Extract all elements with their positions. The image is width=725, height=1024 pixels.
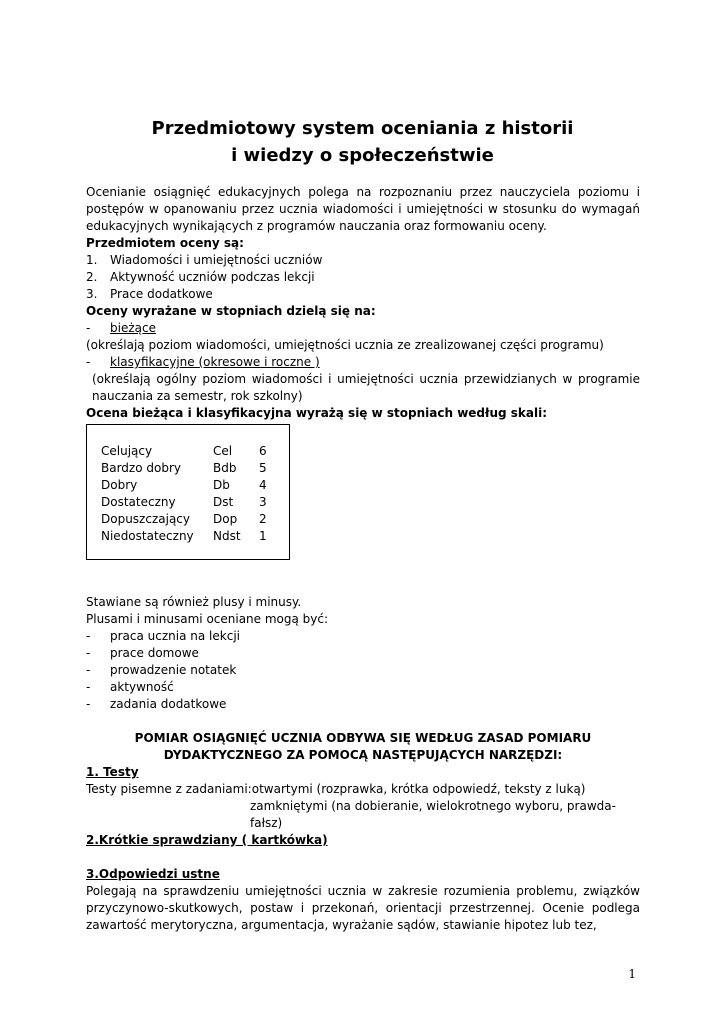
section-oral-text: Polegają na sprawdzeniu umiejętności ucznia w zakresie rozumienia problemu, związków przyczynowo-skutkowych, postaw i przekonań, orientacji przestrzennej. Ocenie podlega zawartość merytoryczna, argumentacja, wyrażanie sądów, stawianie hipotez lub tez,: [86, 884, 640, 932]
tests-closed-line-1: zamkniętymi (na dobieranie, wielokrotnego wyboru, prawda-: [250, 799, 616, 813]
table-row: [101, 477, 267, 494]
list-text: Wiadomości i umiejętności uczniów: [110, 253, 323, 267]
list-marker: 3.: [86, 287, 98, 301]
list-item: [86, 286, 640, 303]
grade-value: 2: [259, 512, 267, 526]
grade-name: Dopuszczający: [101, 512, 190, 526]
list-marker: -: [86, 663, 91, 677]
table-row: [101, 528, 267, 545]
list-marker: 1.: [86, 253, 98, 267]
table-row: [101, 460, 267, 477]
section-quiz-heading: 2.Krótkie sprawdziany ( kartkówka): [86, 833, 328, 847]
grade-abbr: Cel: [213, 444, 233, 458]
list-marker: -: [86, 629, 91, 643]
list-marker: 2.: [86, 270, 98, 284]
grade-abbr: Dop: [213, 512, 238, 526]
tests-label: Testy pisemne z zadaniami:: [86, 782, 252, 796]
document-body: [86, 184, 640, 934]
list-text: Aktywność uczniów podczas lekcji: [110, 270, 315, 284]
grade-type-classification-desc: (określają ogólny poziom wiadomości i umiejętności ucznia przewidzianych w programie nauczania za semestr, rok szkolny): [92, 372, 640, 403]
tests-open: otwartymi (rozprawka, krótka odpowiedź, teksty z luką): [251, 782, 586, 796]
grade-abbr: Db: [213, 478, 230, 492]
table-row: [101, 494, 267, 511]
plus-minus-note: Stawiane są również plusy i minusy.: [86, 595, 302, 609]
list-text: prowadzenie notatek: [110, 663, 237, 677]
list-marker: -: [86, 646, 91, 660]
list-item: [86, 696, 640, 713]
page-number: 1: [628, 967, 636, 981]
grade-value: 1: [259, 529, 267, 543]
table-row: [101, 511, 267, 528]
grade-name: Dostateczny: [101, 495, 176, 509]
list-item: [86, 645, 640, 662]
plus-minus-intro: Plusami i minusami oceniane mogą być:: [86, 612, 329, 626]
grade-abbr: Ndst: [213, 529, 241, 543]
list-item: [86, 252, 640, 269]
title-line-2: i wiedzy o społeczeństwie: [231, 145, 494, 166]
scale-heading: Ocena bieżąca i klasyfikacyjna wyrażą się w stopniach według skali:: [86, 406, 548, 420]
table-row: [101, 443, 267, 460]
grade-value: 3: [259, 495, 267, 509]
grade-value: 4: [259, 478, 267, 492]
list-marker: -: [86, 680, 91, 694]
list-item: [86, 269, 640, 286]
grade-name: Dobry: [101, 478, 138, 492]
tests-open-line: [86, 781, 640, 798]
grade-type-current-desc: (określają poziom wiadomości, umiejętności ucznia ze zrealizowanej części programu): [86, 338, 604, 352]
list-item: [86, 662, 640, 679]
grade-value: 6: [259, 444, 267, 458]
types-heading: Oceny wyrażane w stopniach dzielą się na:: [86, 304, 376, 318]
grade-abbr: Bdb: [213, 461, 237, 475]
list-item: [86, 679, 640, 696]
grade-abbr: Dst: [213, 495, 234, 509]
list-text: Prace dodatkowe: [110, 287, 213, 301]
section-tests-heading: 1. Testy: [86, 765, 139, 779]
grade-name: Celujący: [101, 444, 153, 458]
list-text: praca ucznia na lekcji: [110, 629, 240, 643]
measure-heading-line-2: DYDAKTYCZNEGO ZA POMOCĄ NASTĘPUJĄCYCH NARZĘDZI:: [163, 748, 563, 762]
list-marker: -: [86, 321, 91, 335]
grade-type-current: bieżące: [110, 321, 156, 335]
list-item: [86, 628, 640, 645]
list-text: aktywność: [110, 680, 174, 694]
section-oral-heading: 3.Odpowiedzi ustne: [86, 867, 220, 881]
grade-name: Bardzo dobry: [101, 461, 181, 475]
list-item: [86, 354, 640, 371]
measure-heading-line-1: POMIAR OSIĄGNIĘĆ UCZNIA ODBYWA SIĘ WEDŁUG ZASAD POMIARU: [134, 731, 592, 745]
list-text: zadania dodatkowe: [110, 697, 227, 711]
list-text: prace domowe: [110, 646, 199, 660]
grade-value: 5: [259, 461, 267, 475]
intro-paragraph: Ocenianie osiągnięć edukacyjnych polega na rozpoznaniu przez nauczyciela poziomu i postępów w opanowaniu przez ucznia wiadomości i umiejętności w stosunku do wymagań edukacyjnych wynikających z programów nauczania oraz formowaniu oceny.: [86, 185, 640, 233]
tests-closed-line-2: fałsz): [250, 816, 283, 830]
subjects-heading: Przedmiotem oceny są:: [86, 236, 244, 250]
list-marker: -: [86, 355, 91, 369]
title-line-1: Przedmiotowy system oceniania z historii: [151, 118, 574, 139]
grade-scale-table: [86, 424, 290, 560]
grade-name: Niedostateczny: [101, 529, 194, 543]
list-marker: -: [86, 697, 91, 711]
list-item: [86, 320, 640, 337]
grade-type-classification: klasyfikacyjne (okresowe i roczne ): [110, 355, 320, 369]
